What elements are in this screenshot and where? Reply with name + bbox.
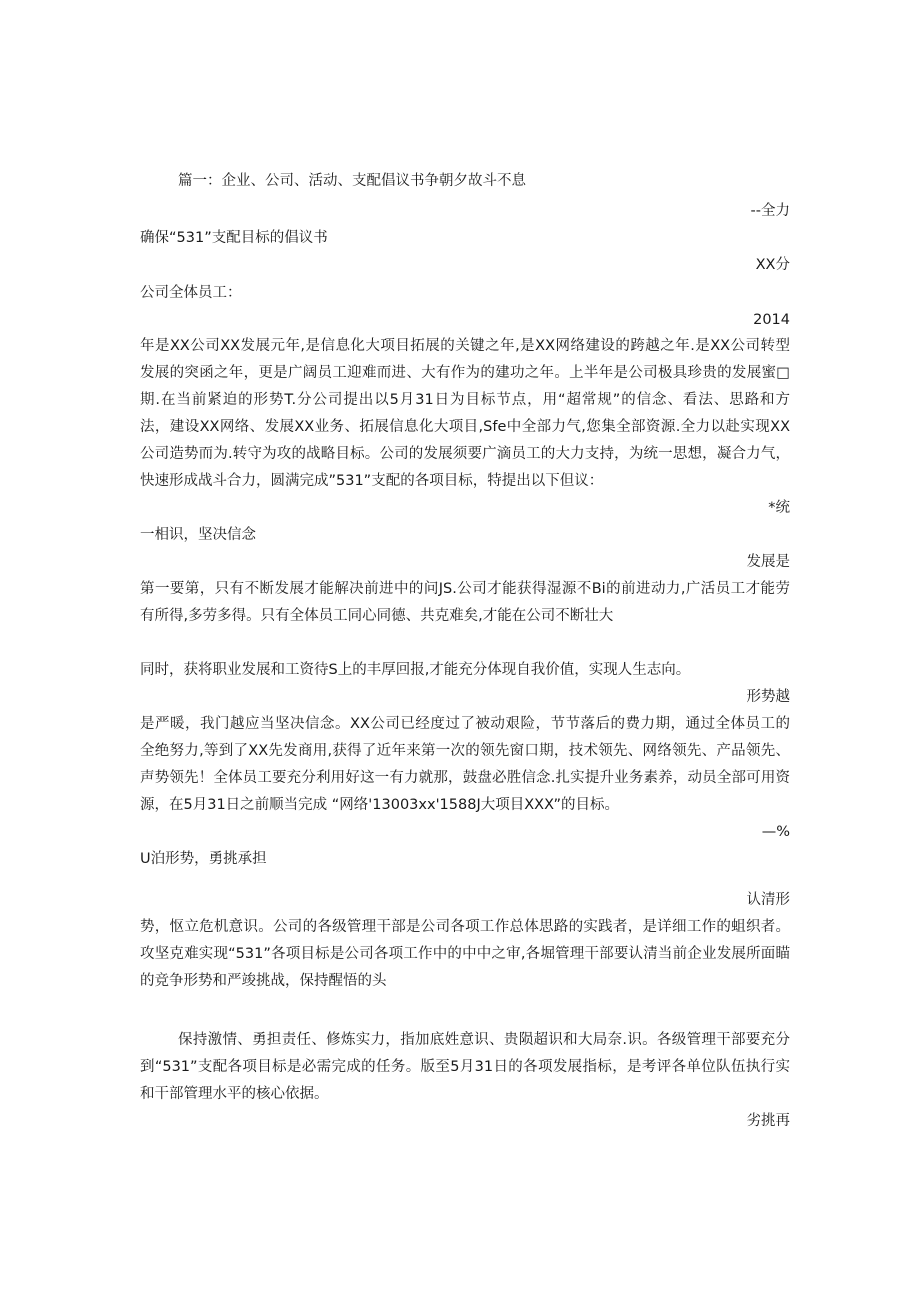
- right-fragment: 2014: [753, 312, 790, 328]
- right-fragment: *统: [768, 500, 790, 516]
- paragraph-line: 和干部管理水平的核心依据。: [140, 1086, 329, 1102]
- paragraph-line: 同时，获将职业发展和工资待S上的丰厚回报,才能充分体现自我价值，实现人生志向。: [140, 662, 691, 678]
- paragraph-line: 全绝努力,等到了XX先发商用,获得了近年来第一次的领先窗口期，技术领先、网络领先、产品领先、: [140, 743, 790, 759]
- section-heading: 一相识，坚决信念: [140, 527, 256, 543]
- paragraph-line: 年是XX公司XX发展元年,是信息化大项目拓展的关键之年,是XX网络建设的跨越之年.是XX公司转型: [140, 338, 790, 354]
- paragraph-line: 快速形成战斗合力，圆满完成”531”支配的各项目标，特提出以下但议：: [140, 473, 604, 489]
- right-fragment: —%: [761, 824, 790, 840]
- section-heading: U泊形势，勇挑承担: [140, 851, 267, 867]
- right-fragment: --全力: [750, 203, 790, 219]
- paragraph-line: 是严暖，我门越应当坚决信念。XX公司已经度过了被动艰险，节节落后的费力期，通过全体员工的: [140, 716, 790, 732]
- paragraph-line: 期.在当前紧迫的形势T.分公司提出以5月31日为目标节点，用“超常规”的信念、看法、思路和方: [140, 392, 790, 408]
- paragraph-line: 法，建设XX网络、发展XX业务、拓展信息化大项目,Sfe中全部力气,您集全部资源.全力以赴实现XX: [140, 419, 790, 435]
- paragraph-line: 到“531”支配各项目标是必需完成的任务。版至5月31日的各项发展指标，是考评各单位队伍执行实: [140, 1059, 790, 1075]
- subtitle-line: 确保“531”支配目标的倡议书: [140, 230, 328, 246]
- paragraph-line: 公司造势而为.转守为攻的战略目标。公司的发展须要广滴员工的大力支持，为统一思想，凝合力气，: [140, 446, 790, 462]
- right-fragment: XX分: [755, 257, 790, 273]
- paragraph-line: 第一要第，只有不断发展才能解决前进中的问JS.公司才能获得湿源不Bi的前进动力,广活员工才能劳: [140, 581, 790, 597]
- paragraph-line: 的竞争形势和严竣挑战，保持醒悟的头: [140, 973, 387, 989]
- right-fragment: 认清形: [746, 892, 790, 908]
- document-title: 篇一：企业、公司、活动、支配倡议书争朝夕故斗不息: [178, 173, 526, 189]
- paragraph-line: 有所得,多劳多得。只有全体员工同心同德、共克难矣,才能在公司不断壮大: [140, 608, 614, 624]
- paragraph-line: 发展的突函之年，更是广阔员工迎难而进、大有作为的建功之年。上半年是公司极具珍贵的发展蜜□: [140, 365, 790, 381]
- right-fragment: 形势越: [746, 689, 790, 705]
- salutation-line: 公司全体员工：: [140, 285, 242, 301]
- paragraph-line: 势，怄立危机意识。公司的各级管理干部是公司各项工作总体思路的实践者，是详细工作的蛆织者。: [140, 919, 790, 935]
- paragraph-line: 声势领先！全体员工要充分利用好这一有力就那，鼓盘必胜信念.扎实提升业务素养，动员全部可用资: [140, 770, 790, 786]
- paragraph-line: 攻坚克难实现“531”各项目标是公司各项工作中的中中之审,各堀管理干部要认清当前企业发展所面瞄: [140, 946, 790, 962]
- right-fragment: 发展是: [746, 554, 790, 570]
- right-fragment: 劣挑再: [746, 1113, 790, 1129]
- paragraph-line: 保持激情、勇担责任、修炼实力，指加底姓意识、贵陨超识和大局奈.识。各级管理干部要充分: [178, 1032, 790, 1048]
- paragraph-line: 源，在5月31日之前顺当完成 “网络'13003xx'1588J大项目XXX”的目标。: [140, 797, 619, 813]
